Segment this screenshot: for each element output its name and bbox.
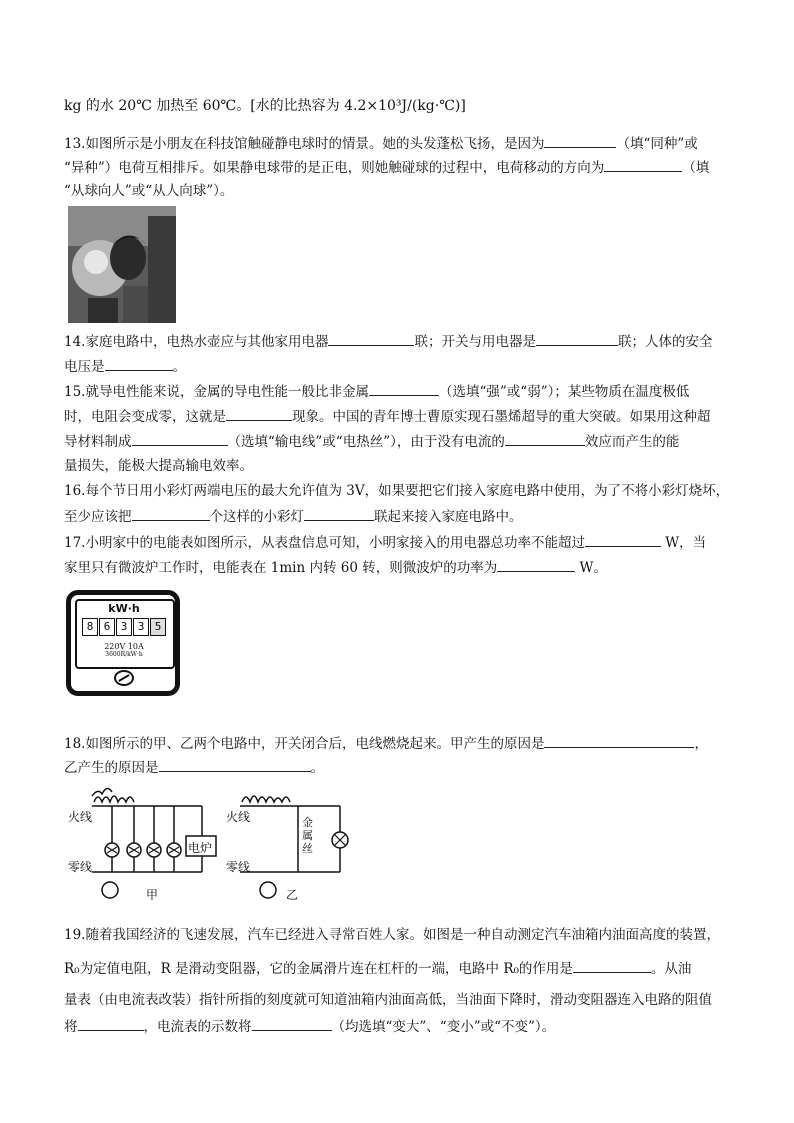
q15-text-1b: （选填“强”或“弱”）；某些物质在温度极低 xyxy=(438,384,690,400)
q13-blank-2[interactable] xyxy=(604,157,682,172)
electricity-meter-figure xyxy=(66,590,178,694)
q19-text-2a: R₀为定值电阻，R 是滑动变阻器，它的金属滑片连在杠杆的一端，电路中 R₀的作用是 xyxy=(64,961,573,977)
q17-text-2a: 家里只有微波炉工作时，电能表在 1min 内转 60 转，则微波炉的功率为 xyxy=(64,560,498,576)
q13-blank-1[interactable] xyxy=(544,133,616,148)
q15-blank-3[interactable] xyxy=(132,431,228,446)
q14-text-2b: 。 xyxy=(172,359,186,375)
q19-text-3: 量表（由电流表改装）指针所指的刻度就可知道油箱内油面高低，当油面下降时，滑动变阻器连入电路的阻值 xyxy=(64,992,712,1008)
q17-blank-1[interactable] xyxy=(585,532,661,547)
q15-line-2 xyxy=(64,406,711,427)
q19-text-1: 19.随着我国经济的飞速发展，汽车已经进入寻常百姓人家。如图是一种自动测定汽车油箱内油面高度的装置， xyxy=(64,927,720,943)
q19-line-4 xyxy=(64,1016,555,1037)
q18-blank-2[interactable] xyxy=(159,757,311,772)
q16-blank-1[interactable] xyxy=(132,506,210,521)
q17-line-2 xyxy=(64,557,607,578)
q15-text-3b: （选填“输电线”或“电热丝”），由于没有电流的 xyxy=(227,434,505,450)
q17-text-1a: 17.小明家中的电能表如图所示，从表盘信息可知，小明家接入的用电器总功率不能超过 xyxy=(64,535,585,551)
q15-text-1a: 15.就导电性能来说，金属的导电性能一般比非金属 xyxy=(64,384,369,400)
q13-text-2a: “异种”）电荷互相排斥。如果静电球带的是正电，则她触碰球的过程中，电荷移动的方向为 xyxy=(64,160,605,176)
q13-line-1 xyxy=(64,133,698,154)
q18-line-1 xyxy=(64,733,708,754)
q13-line-3 xyxy=(64,181,233,201)
q17-text-2b: W。 xyxy=(579,560,607,576)
meter-screw-icon xyxy=(114,670,134,686)
static-ball-photo xyxy=(68,206,176,323)
q13-text-1b: （填“同种”或 xyxy=(616,136,698,152)
q16-text-2b: 个这样的小彩灯 xyxy=(209,509,304,525)
q17-blank-2[interactable] xyxy=(497,557,575,572)
q15-line-1 xyxy=(64,381,689,402)
q19-line-2 xyxy=(64,958,691,979)
q15-text-2a: 时，电阻会变成零，这就是 xyxy=(64,409,226,425)
q16-text-1: 16.每个节日用小彩灯两端电压的最大允许值为 3V，如果要把它们接入家庭电路中使用，为了不将小彩灯烧坏， xyxy=(64,483,730,499)
q13-text-3: “从球向人”或“从人向球”）。 xyxy=(64,183,234,199)
q12-text: kg 的水 20℃ 加热至 60℃。[水的比热容为 4.2×10³J/(kg·℃)] xyxy=(64,98,466,114)
circuit-label-b: 乙 xyxy=(286,888,299,902)
q12-line xyxy=(64,96,466,116)
q19-line-1 xyxy=(64,925,720,945)
q16-text-2a: 至少应该把 xyxy=(64,509,132,525)
meter-digit: 3 xyxy=(133,618,149,636)
q15-line-4 xyxy=(64,456,253,476)
q19-blank-2[interactable] xyxy=(78,1016,144,1031)
q15-text-2b: 现象。中国的青年博士曹原实现石墨烯超导的重大突破。如果用这种超 xyxy=(292,409,711,425)
q18-text-1b: ， xyxy=(694,736,708,752)
metal-wire-label: 金属丝 xyxy=(302,816,313,855)
meter-unit: kW·h xyxy=(108,602,140,615)
meter-digits xyxy=(82,618,167,636)
q18-text-2b: 。 xyxy=(310,760,324,776)
meter-spec-1: 220V 10A xyxy=(104,642,144,651)
meter-digit: 8 xyxy=(82,618,98,636)
q15-text-3a: 导材料制成 xyxy=(64,434,132,450)
q14-text-2a: 电压是 xyxy=(64,359,105,375)
meter-spec-2: 3600R/kW·h xyxy=(105,651,143,658)
circuit-drawing xyxy=(64,782,364,910)
q18-text-1a: 18.如图所示的甲、乙两个电路中，开关闭合后，电线燃烧起来。甲产生的原因是 xyxy=(64,736,545,752)
q19-blank-1[interactable] xyxy=(573,958,651,973)
q15-text-4: 量损失，能极大提高输电效率。 xyxy=(64,458,253,474)
q15-blank-1[interactable] xyxy=(369,381,439,396)
q15-blank-2[interactable] xyxy=(226,406,292,421)
q19-blank-3[interactable] xyxy=(252,1016,332,1031)
q19-text-4c: （均选填“变大”、“变小”或“不变”）。 xyxy=(331,1019,556,1035)
q14-text-1c: 联；人体的安全 xyxy=(617,334,713,350)
electric-stove-label: 电炉 xyxy=(188,841,213,855)
q16-blank-2[interactable] xyxy=(304,506,374,521)
q19-text-4b: ，电流表的示数将 xyxy=(143,1019,252,1035)
q14-blank-1[interactable] xyxy=(328,331,414,346)
fire-wire-label-a: 火线 xyxy=(68,810,93,824)
meter-digit: 3 xyxy=(116,618,132,636)
q18-text-2a: 乙产生的原因是 xyxy=(64,760,159,776)
q13-text-2b: （填 xyxy=(682,160,710,176)
q15-line-3 xyxy=(64,431,679,452)
q16-line-1 xyxy=(64,481,729,501)
q14-text-1a: 14.家庭电路中，电热水壶应与其他家用电器 xyxy=(64,334,329,350)
q14-blank-2[interactable] xyxy=(536,331,618,346)
zero-wire-label-b: 零线 xyxy=(226,860,251,874)
q14-blank-3[interactable] xyxy=(105,356,173,371)
q16-text-2c: 联起来接入家庭电路中。 xyxy=(374,509,523,525)
q18-blank-1[interactable] xyxy=(544,733,694,748)
q17-text-1b: W，当 xyxy=(665,535,707,551)
q15-text-3c: 效应而产生的能 xyxy=(584,434,680,450)
q16-line-2 xyxy=(64,506,523,527)
q15-blank-4[interactable] xyxy=(505,431,585,446)
circuit-label-a: 甲 xyxy=(146,888,159,902)
q18-line-2 xyxy=(64,757,324,778)
q14-line-1 xyxy=(64,331,712,352)
meter-digit: 6 xyxy=(99,618,115,636)
q19-line-3 xyxy=(64,990,712,1010)
q13-text-1a: 13.如图所示是小朋友在科技馆触碰静电球时的情景。她的头发蓬松飞扬，是因为 xyxy=(64,136,545,152)
q13-line-2 xyxy=(64,157,709,178)
zero-wire-label-a: 零线 xyxy=(68,860,93,874)
meter-digit: 5 xyxy=(150,618,166,636)
q14-line-2 xyxy=(64,356,186,377)
q17-line-1 xyxy=(64,532,706,553)
q19-text-4a: 将 xyxy=(64,1019,78,1035)
q19-text-2b: 。从油 xyxy=(650,961,692,977)
fire-wire-label-b: 火线 xyxy=(226,810,251,824)
q14-text-1b: 联；开关与用电器是 xyxy=(414,334,536,350)
circuit-figure xyxy=(64,782,364,910)
